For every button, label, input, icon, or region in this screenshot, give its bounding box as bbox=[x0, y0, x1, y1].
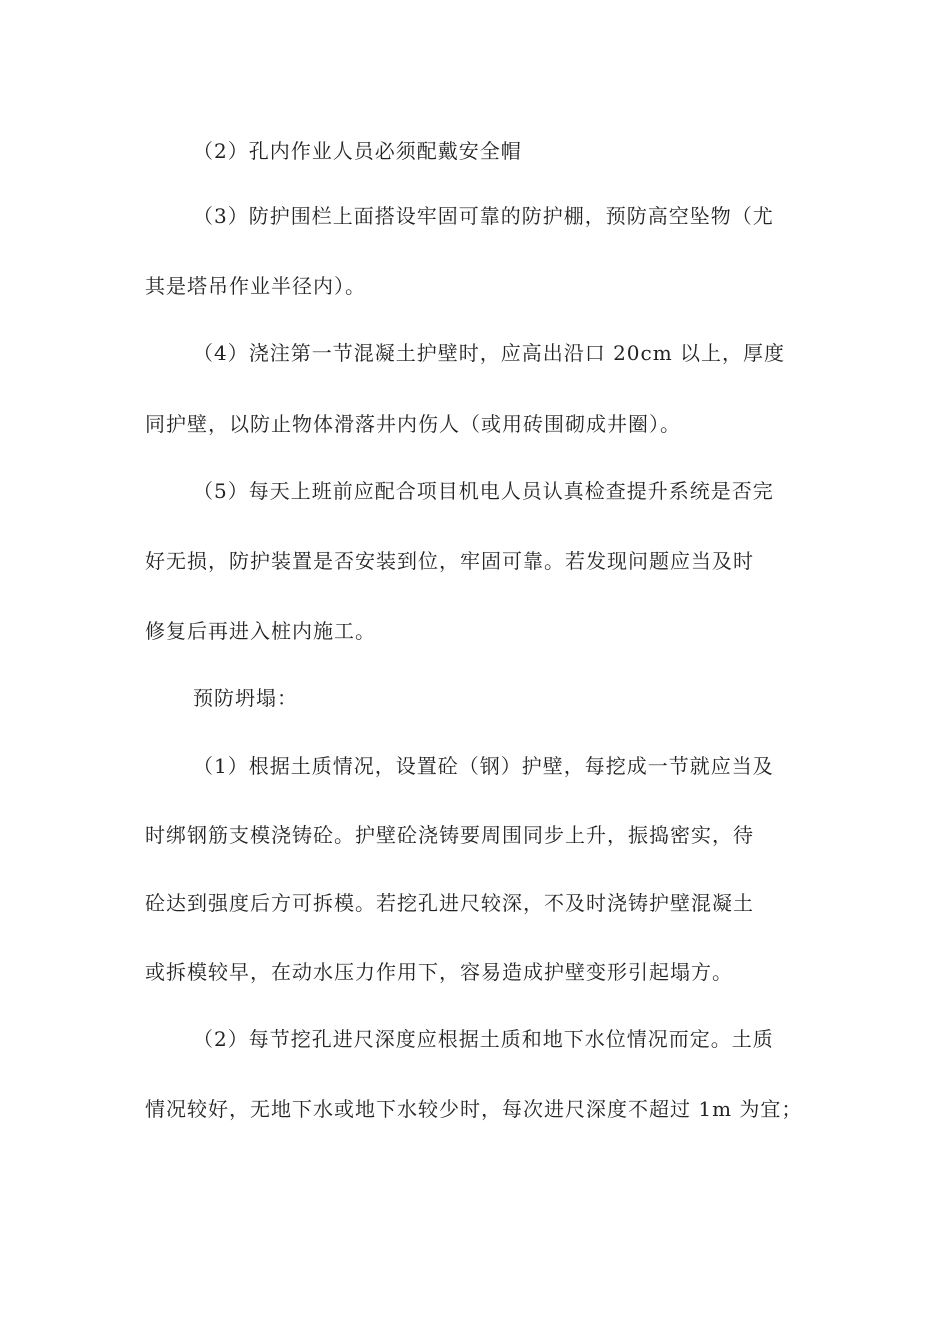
paragraph-line: （2）孔内作业人员必须配戴安全帽 bbox=[193, 139, 522, 163]
paragraph-line: 其是塔吊作业半径内）。 bbox=[145, 274, 366, 298]
paragraph-line: （1）根据土质情况，设置砼（钢）护壁，每挖成一节就应当及 bbox=[193, 754, 774, 778]
paragraph-line: （2）每节挖孔进尺深度应根据土质和地下水位情况而定。土质 bbox=[193, 1027, 774, 1051]
paragraph-line: （4）浇注第一节混凝土护壁时，应高出沿口 20cm 以上，厚度 bbox=[193, 341, 786, 365]
paragraph-line: 修复后再进入桩内施工。 bbox=[145, 619, 376, 643]
paragraph-line: （3）防护围栏上面搭设牢固可靠的防护棚，预防高空坠物（尤 bbox=[193, 204, 774, 228]
paragraph-line: 时绑钢筋支模浇铸砼。护壁砼浇铸要周围同步上升，振捣密实，待 bbox=[145, 823, 754, 847]
section-heading: 预防坍塌： bbox=[193, 686, 298, 710]
paragraph-line: 或拆模较早，在动水压力作用下，容易造成护壁变形引起塌方。 bbox=[145, 960, 733, 984]
paragraph-line: 砼达到强度后方可拆模。若挖孔进尺较深，不及时浇铸护壁混凝土 bbox=[145, 891, 754, 915]
paragraph-line: 同护壁，以防止物体滑落井内伤人（或用砖围砌成井圈）。 bbox=[145, 412, 681, 436]
paragraph-line: 好无损，防护装置是否安装到位，牢固可靠。若发现问题应当及时 bbox=[145, 549, 754, 573]
paragraph-line: 情况较好，无地下水或地下水较少时，每次进尺深度不超过 1m 为宜； bbox=[145, 1097, 803, 1121]
paragraph-line: （5）每天上班前应配合项目机电人员认真检查提升系统是否完 bbox=[193, 479, 774, 503]
